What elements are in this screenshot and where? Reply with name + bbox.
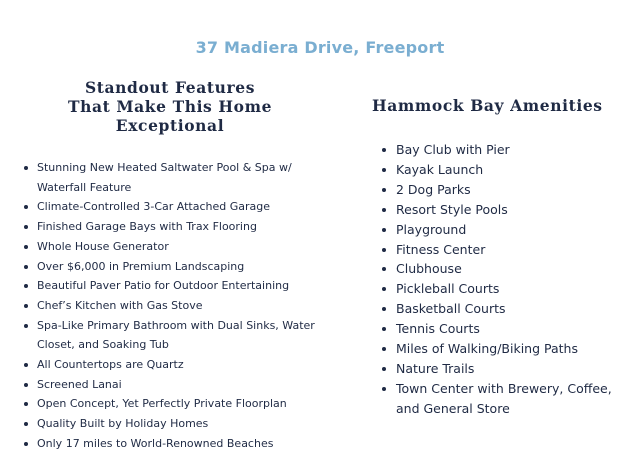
bullet-icon	[382, 347, 386, 351]
feature-text: Stunning New Heated Saltwater Pool & Spa w/ Waterfall Feature	[37, 161, 292, 194]
bullet-icon	[382, 387, 386, 391]
amenity-item	[372, 319, 622, 339]
bullet-icon	[382, 267, 386, 271]
features-list	[24, 158, 316, 454]
features-title-line2: That Make This Home Exceptional	[67, 97, 273, 135]
feature-text: Beautiful Paver Patio for Outdoor Entertaining	[37, 279, 290, 293]
feature-text: Only 17 miles to World-Renowned Beaches	[37, 436, 274, 450]
feature-item	[24, 434, 316, 454]
amenities-list	[372, 140, 622, 419]
feature-item	[24, 217, 316, 237]
amenity-text: Playground	[396, 221, 467, 237]
amenity-text: Town Center with Brewery, Coffee, and General Store	[396, 380, 612, 416]
bullet-icon	[382, 148, 386, 152]
bullet-icon	[24, 245, 28, 249]
amenity-item	[372, 259, 622, 279]
amenity-text: Basketball Courts	[396, 301, 506, 317]
feature-text: Whole House Generator	[37, 239, 169, 253]
bullet-icon	[24, 166, 28, 170]
feature-item	[24, 375, 316, 395]
feature-item	[24, 197, 316, 217]
amenity-item	[372, 160, 622, 180]
feature-text: Quality Built by Holiday Homes	[37, 417, 209, 431]
amenity-item	[372, 220, 622, 240]
feature-text: Screened Lanai	[37, 377, 122, 391]
amenity-item	[372, 339, 622, 359]
bullet-icon	[24, 304, 28, 308]
feature-item	[24, 355, 316, 375]
bullet-icon	[382, 188, 386, 192]
bullet-icon	[24, 205, 28, 209]
amenity-text: Tennis Courts	[396, 321, 480, 337]
bullet-icon	[382, 168, 386, 172]
amenity-item	[372, 200, 622, 220]
amenity-text: Resort Style Pools	[396, 201, 508, 217]
feature-item	[24, 276, 316, 296]
bullet-icon	[24, 383, 28, 387]
bullet-icon	[382, 287, 386, 291]
bullet-icon	[382, 327, 386, 331]
amenity-text: Pickleball Courts	[396, 281, 500, 297]
feature-text: All Countertops are Quartz	[37, 358, 184, 372]
bullet-icon	[24, 265, 28, 269]
bullet-icon	[24, 284, 28, 288]
feature-item	[24, 394, 316, 414]
bullet-icon	[24, 324, 28, 328]
feature-text: Finished Garage Bays with Trax Flooring	[37, 220, 257, 234]
property-address: 37 Madiera Drive, Freeport	[195, 38, 445, 57]
bullet-icon	[24, 402, 28, 406]
amenity-item	[372, 359, 622, 379]
amenity-text: Nature Trails	[396, 360, 475, 376]
feature-item	[24, 158, 316, 197]
bullet-icon	[24, 225, 28, 229]
feature-text: Chef’s Kitchen with Gas Stove	[37, 298, 203, 312]
bullet-icon	[24, 422, 28, 426]
feature-text: Climate-Controlled 3-Car Attached Garage	[37, 200, 271, 214]
feature-text: Over $6,000 in Premium Landscaping	[37, 259, 245, 273]
bullet-icon	[382, 228, 386, 232]
feature-item	[24, 316, 316, 355]
feature-text: Spa-Like Primary Bathroom with Dual Sinks, Water Closet, and Soaking Tub	[37, 318, 315, 352]
amenity-text: Kayak Launch	[396, 161, 484, 177]
bullet-icon	[24, 442, 28, 446]
features-title-line1: Standout Features	[84, 78, 256, 97]
feature-item	[24, 296, 316, 316]
feature-text: Open Concept, Yet Perfectly Private Floorplan	[37, 397, 287, 411]
features-title	[24, 78, 316, 135]
amenity-text: Fitness Center	[396, 241, 486, 257]
amenity-text: Bay Club with Pier	[396, 142, 510, 157]
features-column	[24, 78, 316, 454]
amenity-item	[372, 279, 622, 299]
amenity-text: Miles of Walking/Biking Paths	[396, 341, 578, 357]
bullet-icon	[382, 367, 386, 371]
feature-item	[24, 257, 316, 277]
bullet-icon	[24, 363, 28, 367]
amenity-item	[372, 240, 622, 260]
amenity-text: Clubhouse	[396, 261, 462, 277]
amenity-item	[372, 140, 622, 160]
amenity-item	[372, 180, 622, 200]
bullet-icon	[382, 307, 386, 311]
feature-item	[24, 414, 316, 434]
amenities-column	[372, 96, 622, 419]
amenity-item	[372, 379, 622, 419]
amenity-text: 2 Dog Parks	[396, 181, 471, 197]
bullet-icon	[382, 208, 386, 212]
bullet-icon	[382, 248, 386, 252]
amenity-item	[372, 299, 622, 319]
feature-item	[24, 237, 316, 257]
amenities-title: Hammock Bay Amenities	[372, 96, 603, 115]
